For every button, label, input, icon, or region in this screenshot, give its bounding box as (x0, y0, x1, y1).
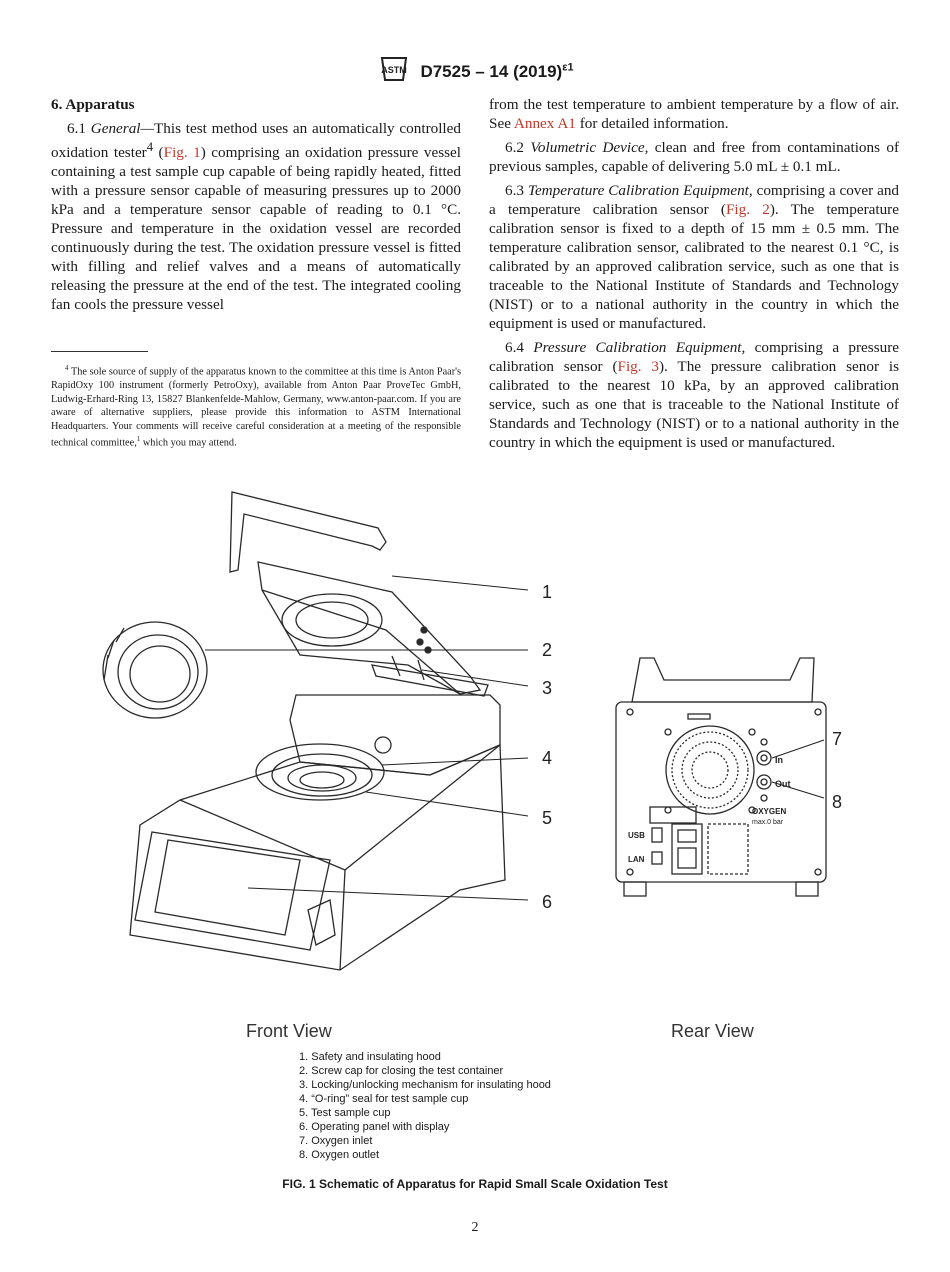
rear-panel-labels (628, 755, 791, 864)
paragraph-6-4: 6.4 Pressure Calibration Equipment, comprising a pressure calibration sensor (Fig. 3). The pressure calibration senor is calibrated to the nearest 10 kPa, by an approved calibration service, such as one that is traceable to the National Institute of Standards and Technology (NIST) or to a national authority in the country in which the equipment is used or manufactured. (489, 339, 899, 451)
fig3-link[interactable]: Fig. 3 (617, 358, 659, 375)
figure-legend (299, 1050, 551, 1162)
rear-view-drawing (616, 658, 826, 896)
left-column (51, 95, 461, 314)
legend-item: 5. Test sample cup (299, 1107, 391, 1119)
legend-item: 1. Safety and insulating hood (299, 1051, 441, 1063)
footnote-ref[interactable]: 4 (146, 140, 154, 154)
legend-item: 7. Oxygen inlet (299, 1135, 373, 1147)
front-view-label: Front View (246, 1021, 332, 1041)
figure-caption: FIG. 1 Schematic of Apparatus for Rapid Small Scale Oxidation Test (282, 1177, 668, 1191)
oxygen-in-label: In (775, 755, 783, 765)
callout-8: 8 (832, 792, 843, 812)
legend-item: 2. Screw cap for closing the test container (299, 1065, 504, 1077)
callout-3: 3 (542, 678, 553, 698)
figure-1 (0, 480, 950, 1041)
legend-item: 3. Locking/unlocking mechanism for insulating hood (299, 1079, 551, 1091)
callout-6: 6 (542, 892, 553, 912)
front-view-drawing (103, 492, 505, 970)
paragraph-6-1: 6.1 General—This test method uses an automatically controlled oxidation tester$^4$ (Fig. 1) comprising an oxidation pressure vessel containing a test sample cup capable of being rapidly heated, fitted with a pressure sensor capable of measuring pressures up to 2000 kPa and a temperature sensor capable of reading to 0.1 °C. Pressure and temperature in the oxidation vessel are recorded continuously during the test. The oxidation pressure vessel is fitted with filling and relief valves and a means of automatically releasing the pressure at the end of the test. The integrated cooling fan cools the pressure vessel (51, 120, 461, 314)
legend-item: 8. Oxygen outlet (299, 1149, 380, 1161)
usb-port-label: USB (628, 831, 645, 840)
callout-4: 4 (542, 748, 553, 768)
rear-view-label: Rear View (671, 1021, 754, 1041)
right-column (489, 95, 899, 452)
lan-port-label: LAN (628, 855, 645, 864)
oxygen-label: OXYGEN (752, 807, 787, 816)
fig2-link[interactable]: Fig. 2 (725, 201, 770, 218)
rear-callout-leaders (772, 740, 824, 798)
rear-callout-numbers (832, 729, 842, 812)
logo-text: ASTM (381, 65, 408, 75)
apparatus-drawing (0, 480, 950, 1030)
page-header (0, 54, 950, 89)
footnote-divider (51, 351, 148, 352)
callout-2: 2 (542, 640, 553, 660)
footnote-4: $^4$ The sole source of supply of the apparatus known to the committee at this time is Anton Paar's RapidOxy 100 instrument (formerly PetroOxy), available from Anton Paar ProveTec GmbH, Ludwig-Erhard-Ring 13, 15827 Blankenfelde-Mahlow, Germany, www.anton-paar.com. If you are aware of alternative suppliers, please provide this information to ASTM International Headquarters. Your comments will receive careful consideration at a meeting of the responsible technical committee,$^1$ which you may attend. (51, 364, 461, 449)
fig1-link[interactable]: Fig. 1 (163, 144, 201, 162)
legend-item: 4. “O-ring” seal for test sample cup (299, 1093, 469, 1105)
callout-1: 1 (542, 582, 553, 602)
section-heading: 6. Apparatus (51, 96, 135, 113)
legend-item: 6. Operating panel with display (299, 1121, 450, 1133)
paragraph-6-2: 6.2 Volumetric Device, clean and free from contaminations of previous samples, capable of delivering 5.0 mL ± 0.1 mL. (489, 139, 900, 175)
callout-5: 5 (542, 808, 553, 828)
standard-designation: D7525 – 14 $(2019)^{\varepsilon 1}$ (420, 61, 574, 81)
page-number: 2 (471, 1220, 479, 1235)
front-callout-numbers (542, 582, 552, 912)
astm-logo-icon (376, 54, 412, 89)
paragraph-6-1-continued: from the test temperature to ambient temperature by a flow of air. See Annex A1 for detailed information. (489, 96, 899, 132)
annex-a1-link[interactable]: Annex A1 (513, 115, 576, 132)
epsilon-mark: ε1 (562, 61, 574, 74)
paragraph-6-3: 6.3 Temperature Calibration Equipment, comprising a cover and a temperature calibration sensor (Fig. 2). The temperature calibration sensor is fixed to a depth of 15 mm ± 0.5 mm. The temperature calibration sensor, calibrated to the nearest 0.1 °C, is calibrated by an approved calibration service, such as one that is traceable to the National Institute of Standards and Technology (NIST) or to a national authority in the country in which the equipment is used or manufactured. (489, 182, 900, 332)
oxygen-out-label: Out (775, 779, 791, 789)
callout-7: 7 (832, 729, 843, 749)
max-bar-label: max.0 bar (752, 819, 784, 826)
